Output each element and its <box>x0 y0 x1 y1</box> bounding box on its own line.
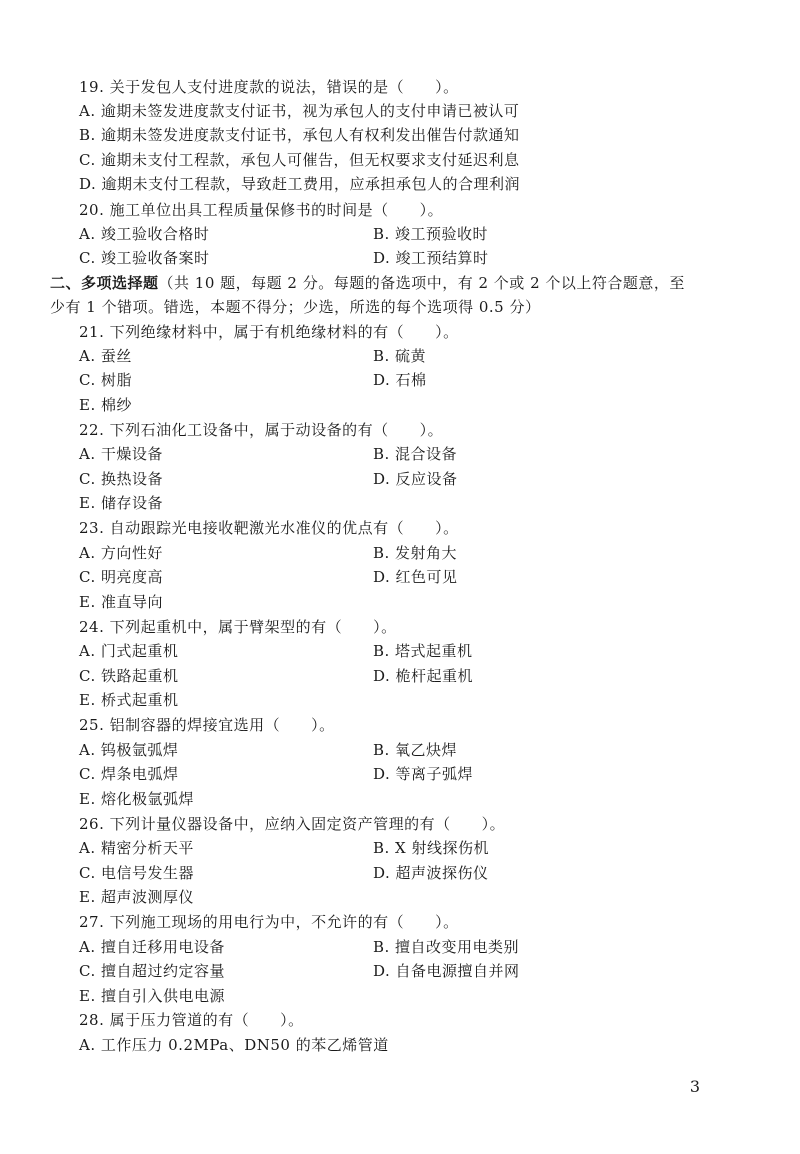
question-21-option-d: D. 石棉 <box>373 371 427 389</box>
question-19-option-a: A. 逾期未签发进度款支付证书，视为承包人的支付申请已被认可 <box>79 102 520 120</box>
question-23-option-c: C. 明亮度高 <box>79 568 163 586</box>
question-21-option-e: E. 棉纱 <box>79 396 132 414</box>
question-27-option-d: D. 自备电源擅自并网 <box>373 962 520 980</box>
question-22-option-b: B. 混合设备 <box>373 445 458 463</box>
question-25-option-c: C. 焊条电弧焊 <box>79 765 179 783</box>
section-desc-2: 少有 1 个错项。错选，本题不得分；少选，所选的每个选项得 0.5 分） <box>50 298 541 316</box>
question-27-option-c: C. 擅自超过约定容量 <box>79 962 225 980</box>
question-25-option-e: E. 熔化极氩弧焊 <box>79 790 194 808</box>
question-22-option-e: E. 储存设备 <box>79 494 163 512</box>
question-26-option-a: A. 精密分析天平 <box>79 839 194 857</box>
question-25-option-a: A. 钨极氩弧焊 <box>79 741 179 759</box>
question-19-stem: 19. 关于发包人支付进度款的说法，错误的是（ ）。 <box>79 78 459 96</box>
question-20-option-c: C. 竣工验收备案时 <box>79 249 210 267</box>
question-26-option-b: B. X 射线探伤机 <box>373 839 490 857</box>
question-23-option-b: B. 发射角大 <box>373 544 458 562</box>
question-22-option-c: C. 换热设备 <box>79 470 163 488</box>
question-20-option-d: D. 竣工预结算时 <box>373 249 489 267</box>
question-26-stem: 26. 下列计量仪器设备中，应纳入固定资产管理的有（ ）。 <box>79 815 506 833</box>
question-24-option-d: D. 桅杆起重机 <box>373 667 474 685</box>
section-desc-1: （共 10 题，每题 2 分。每题的备选项中，有 2 个或 2 个以上符合题意，至 <box>158 274 685 292</box>
question-28-option-a: A. 工作压力 0.2MPa、DN50 的苯乙烯管道 <box>79 1036 389 1054</box>
question-19-option-b: B. 逾期未签发进度款支付证书，承包人有权利发出催告付款通知 <box>79 126 520 144</box>
question-19-option-d: D. 逾期未支付工程款，导致赶工费用，应承担承包人的合理利润 <box>79 175 521 193</box>
question-23-stem: 23. 自动跟踪光电接收靶激光水准仪的优点有（ ）。 <box>79 519 459 537</box>
question-27-option-b: B. 擅自改变用电类别 <box>373 938 520 956</box>
question-22-option-d: D. 反应设备 <box>373 470 458 488</box>
question-20-option-b: B. 竣工预验收时 <box>373 225 489 243</box>
question-21-option-c: C. 树脂 <box>79 371 132 389</box>
question-22-option-a: A. 干燥设备 <box>79 445 163 463</box>
question-20-option-a: A. 竣工验收合格时 <box>79 225 210 243</box>
question-24-option-a: A. 门式起重机 <box>79 642 179 660</box>
question-24-stem: 24. 下列起重机中，属于臂架型的有（ ）。 <box>79 618 397 636</box>
question-23-option-d: D. 红色可见 <box>373 568 458 586</box>
question-24-option-b: B. 塔式起重机 <box>373 642 473 660</box>
question-23-option-a: A. 方向性好 <box>79 544 163 562</box>
question-24-option-e: E. 桥式起重机 <box>79 691 179 709</box>
question-26-option-e: E. 超声波测厚仪 <box>79 888 194 906</box>
question-27-stem: 27. 下列施工现场的用电行为中，不允许的有（ ）。 <box>79 913 459 931</box>
question-27-option-a: A. 擅自迁移用电设备 <box>79 938 225 956</box>
question-23-option-e: E. 准直导向 <box>79 593 163 611</box>
question-25-stem: 25. 铝制容器的焊接宜选用（ ）。 <box>79 716 335 734</box>
question-25-option-b: B. 氧乙炔焊 <box>373 741 458 759</box>
question-28-stem: 28. 属于压力管道的有（ ）。 <box>79 1011 304 1029</box>
question-21-stem: 21. 下列绝缘材料中，属于有机绝缘材料的有（ ）。 <box>79 323 459 341</box>
question-26-option-c: C. 电信号发生器 <box>79 864 194 882</box>
question-24-option-c: C. 铁路起重机 <box>79 667 179 685</box>
section-heading <box>50 273 685 293</box>
section-title: 二、多项选择题 <box>50 274 159 292</box>
question-26-option-d: D. 超声波探伤仪 <box>373 864 489 882</box>
question-19-option-c: C. 逾期未支付工程款，承包人可催告，但无权要求支付延迟利息 <box>79 151 520 169</box>
question-21-option-b: B. 硫黄 <box>373 347 427 365</box>
question-22-stem: 22. 下列石油化工设备中，属于动设备的有（ ）。 <box>79 421 444 439</box>
page-number: 3 <box>689 1077 700 1096</box>
question-27-option-e: E. 擅自引入供电电源 <box>79 987 225 1005</box>
question-21-option-a: A. 蚕丝 <box>79 347 132 365</box>
question-25-option-d: D. 等离子弧焊 <box>373 765 474 783</box>
question-20-stem: 20. 施工单位出具工程质量保修书的时间是（ ）。 <box>79 201 444 219</box>
